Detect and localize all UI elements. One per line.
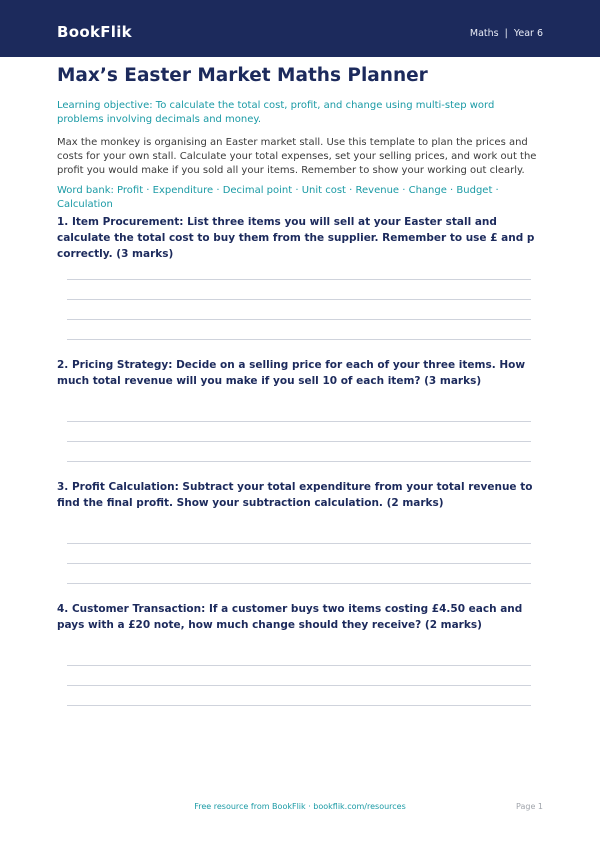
answer-line[interactable] [67,563,531,564]
header-meta [470,28,543,39]
word-bank: Word bank: Profit · Expenditure · Decimal point · Unit cost · Revenue · Change · Budget · Calculation [57,185,499,210]
question-2: 2. Pricing Strategy: Decide on a selling price for each of your three items. How much total revenue will you make if you sell 10 of each item? (3 marks) [57,359,526,387]
learning-objective: Learning objective: To calculate the total cost, profit, and change using multi-step word problems involving decimals and money. [57,100,495,125]
page-number: Page 1 [516,802,543,811]
answer-line[interactable] [67,421,531,422]
subject-label: Maths [469,28,499,39]
answer-line[interactable] [67,461,531,462]
answer-line[interactable] [67,543,531,544]
brand-logo-text: BookFlik [57,23,132,41]
answer-line[interactable] [67,441,531,442]
question-4: 4. Customer Transaction: If a customer buys two items costing £4.50 each and pays with a £20 note, how much change should they receive? (2 marks) [57,603,523,631]
answer-line[interactable] [67,279,531,280]
question-1: 1. Item Procurement: List three items you will sell at your Easter stall and calculate the total cost to buy them from the supplier. Remember to use £ and p correctly. (3 marks) [57,216,535,260]
meta-separator: | [504,28,508,39]
question-3: 3. Profit Calculation: Subtract your total expenditure from your total revenue to find the final profit. Show your subtraction calculation. (2 marks) [57,481,533,509]
page-title: Max’s Easter Market Maths Planner [57,65,428,86]
answer-line[interactable] [67,685,531,686]
answer-line[interactable] [67,705,531,706]
answer-line[interactable] [67,339,531,340]
answer-line[interactable] [67,665,531,666]
answer-line[interactable] [67,319,531,320]
footer-text: Free resource from BookFlik · bookflik.com/resources [194,802,406,811]
intro-paragraph: Max the monkey is organising an Easter market stall. Use this template to plan the prices and costs for your own stall. Calculate your total expenses, set your selling prices, and work out the profit you would make if you sold all your items. Remember to show your working out clearly. [57,137,537,176]
answer-line[interactable] [67,583,531,584]
year-label: Year 6 [513,28,543,39]
page-header [0,0,600,57]
answer-line[interactable] [67,299,531,300]
